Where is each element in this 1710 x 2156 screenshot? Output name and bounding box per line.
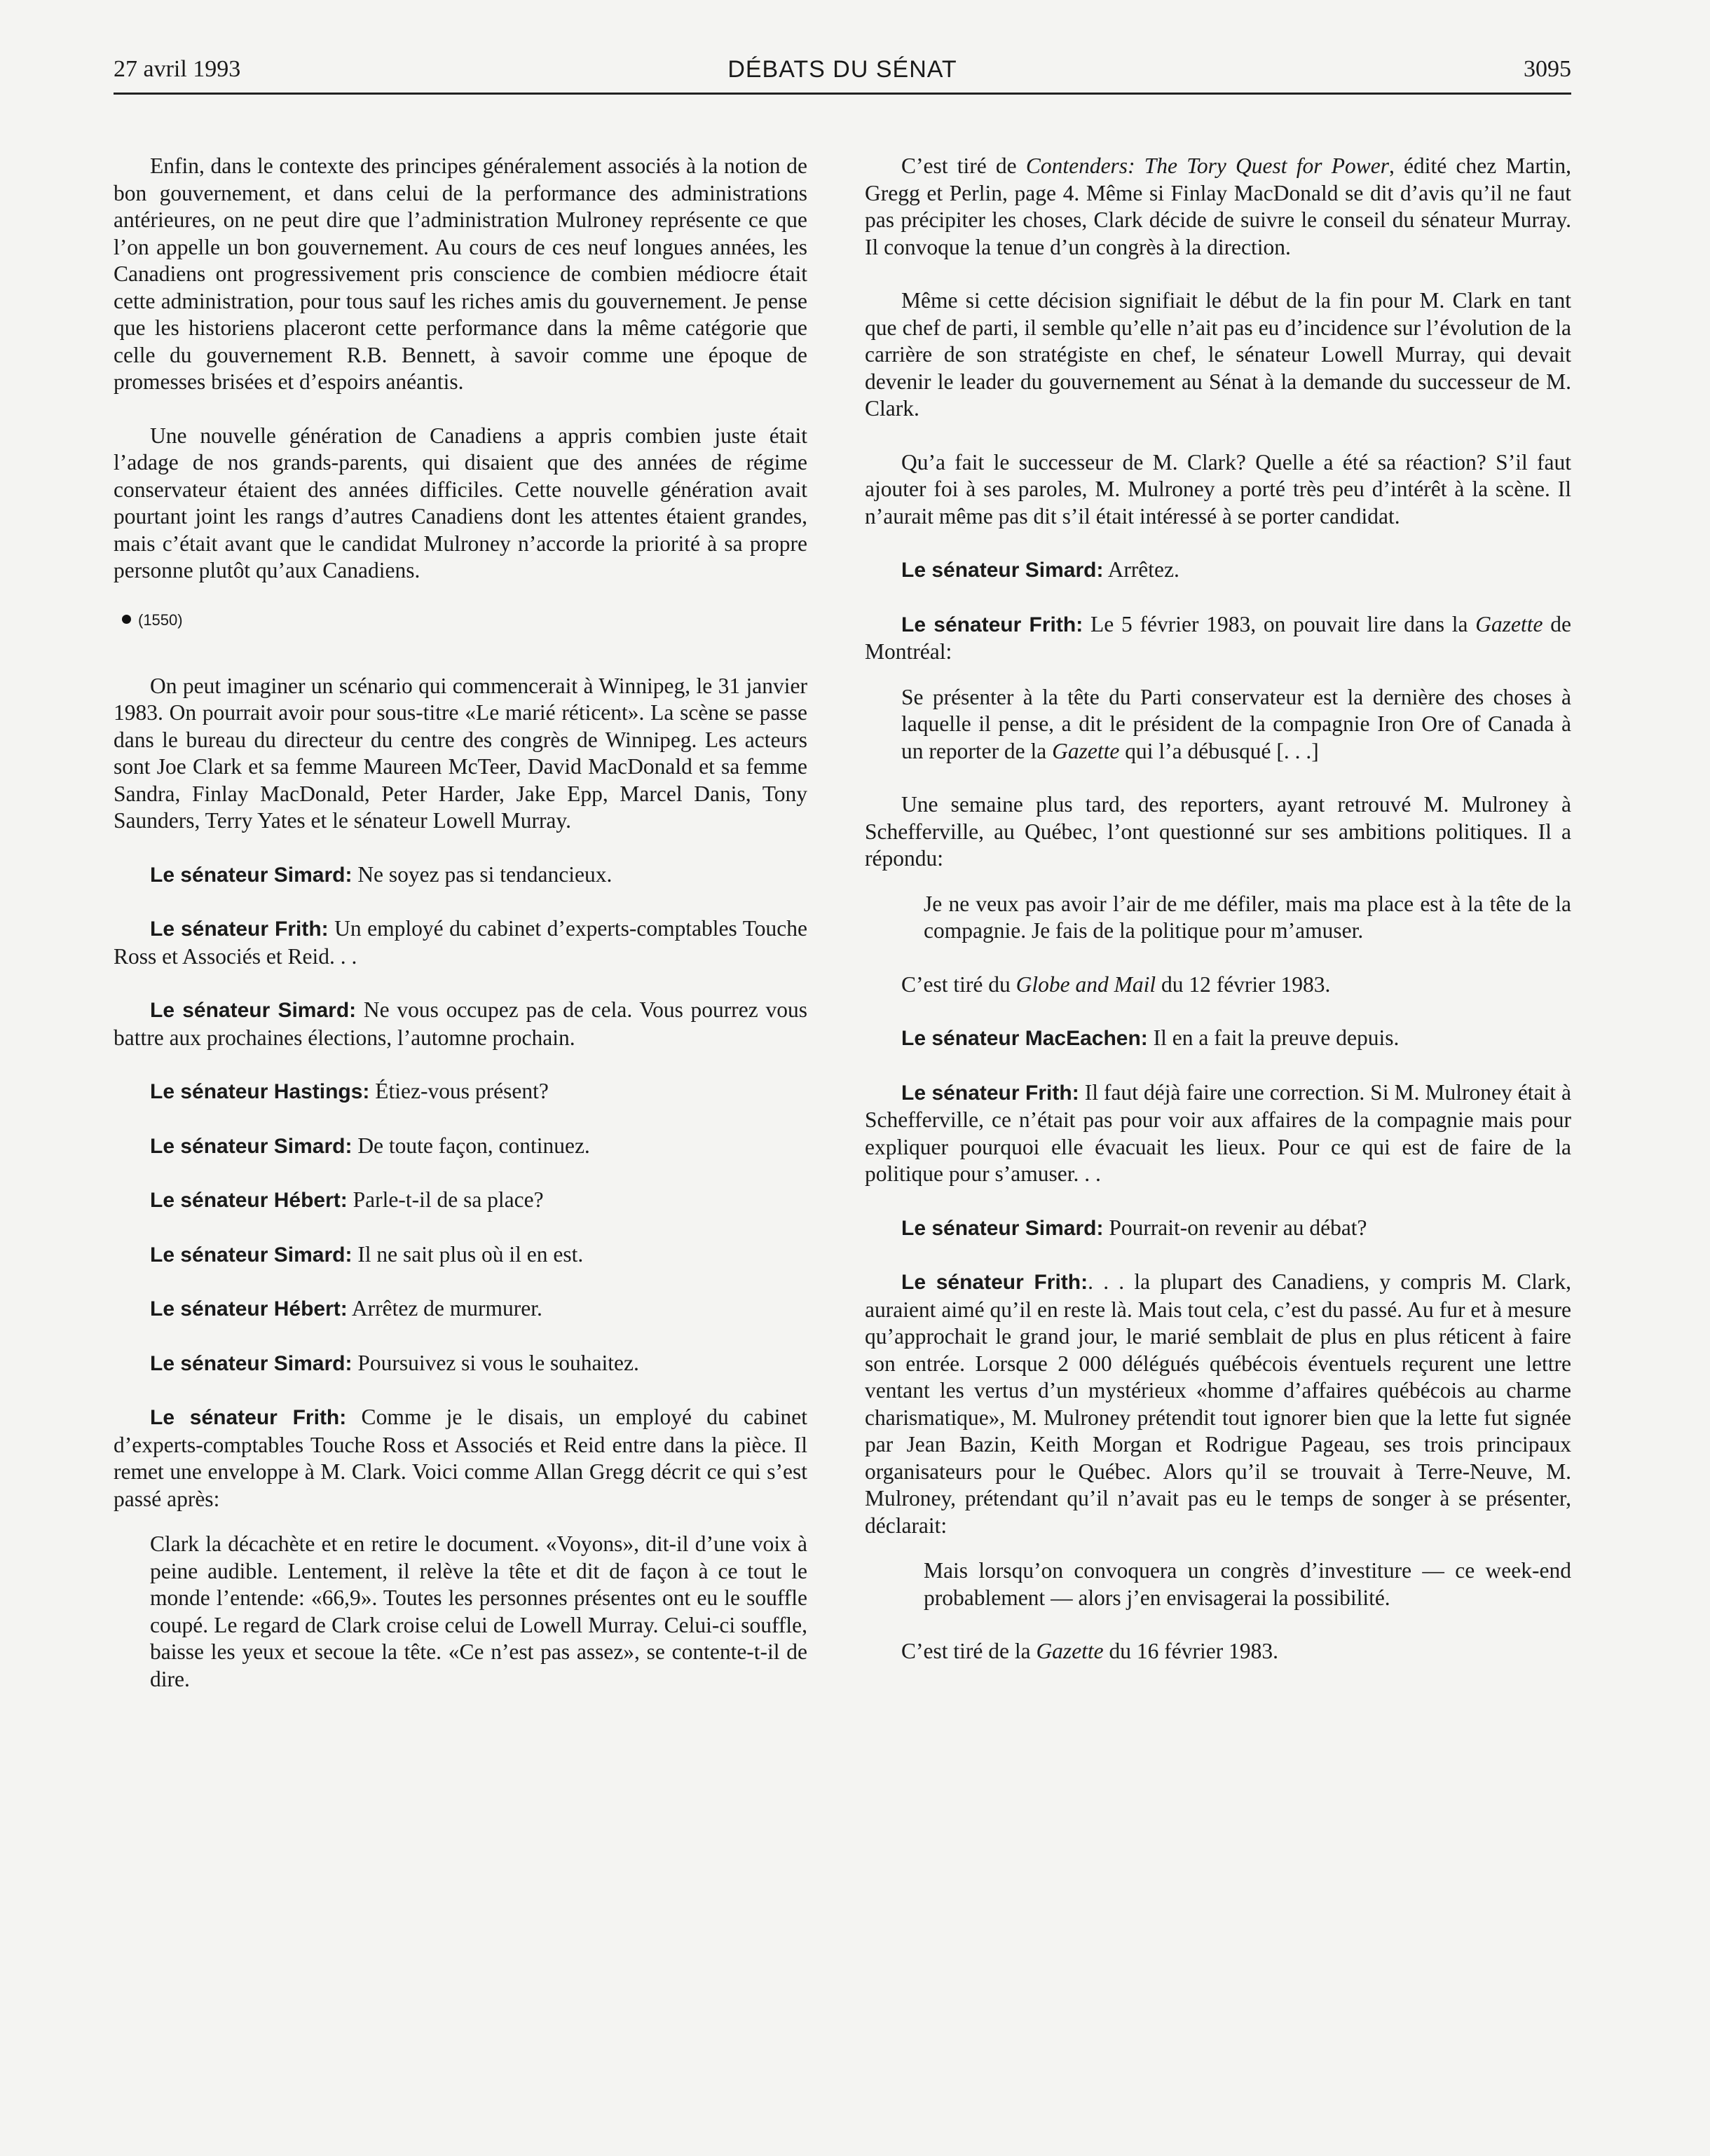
- right-column: [865, 153, 1571, 1692]
- speech: [114, 1295, 807, 1323]
- block-quote: [901, 684, 1571, 765]
- quote-text: Se présenter à la tête du Parti conservateur est la dernière des choses à laquelle il pense, a dit le président de la compagnie Iron Ore of Canada à un reporter de la: [901, 684, 1571, 763]
- speech-text: Il faut déjà faire une correction. Si M. Mulroney était à Schefferville, ce n’était pas pour voir aux affaires de la compagnie mais pour expliquer pourquoi elle évacuait les lieux. Pour ce qui est de faire de la politique pour s’amuser. . .: [865, 1079, 1571, 1186]
- speech: [865, 1079, 1571, 1188]
- speaker-name: Le sénateur Frith:: [901, 1081, 1079, 1105]
- speaker-name: Le sénateur MacEachen:: [901, 1027, 1148, 1050]
- speech-text: Ne soyez pas si tendancieux.: [352, 861, 613, 887]
- paragraph: Même si cette décision signifiait le début de la fin pour M. Clark en tant que chef de parti, il semble qu’elle n’ait pas eu d’incidence sur l’évolution de la carrière de son stratégiste en chef, le sénateur Lowell Murray, qui devait devenir le leader du gouvernement au Sénat à la demande du successeur de M. Clark.: [865, 288, 1571, 421]
- speech: [114, 915, 807, 970]
- italic-title: Contenders: The Tory Quest for Power: [1025, 153, 1389, 178]
- speaker-name: Le sénateur Simard:: [150, 863, 353, 887]
- italic-title: Gazette: [1036, 1639, 1104, 1663]
- speech: [865, 1215, 1571, 1243]
- speech-text: Il en a fait la preuve depuis.: [1147, 1025, 1400, 1050]
- text-run: C’est tiré de la: [901, 1639, 1037, 1663]
- block-quote: Mais lorsqu’on convoquera un congrès d’investiture — ce week-end probablement — alors j’en envisagerai la possibilité.: [924, 1558, 1571, 1610]
- text-run: C’est tiré du: [901, 971, 1016, 997]
- speaker-name: Le sénateur Frith:: [150, 1406, 347, 1429]
- text-run: C’est tiré de: [901, 153, 1026, 178]
- speech: [865, 1269, 1571, 1539]
- paragraph: On peut imaginer un scénario qui commencerait à Winnipeg, le 31 janvier 1983. On pourrait avoir pour sous-titre «Le marié réticent». La scène se passe dans le bureau du directeur du centre des congrès de Winnipeg. Les acteurs sont Joe Clark et sa femme Maureen McTeer, David MacDonald et sa femme Sandra, Finlay MacDonald, Peter Harder, Jake Epp, Marcel Danis, Tony Saunders, Terry Yates et le sénateur Lowell Murray.: [114, 673, 807, 833]
- page-number: 3095: [1524, 56, 1571, 82]
- speaker-name: Le sénateur Simard:: [150, 1134, 353, 1158]
- text-run: , édité chez Martin, Gregg et Perlin, page 4. Même si Finlay MacDonald se dit d’avis qu’il ne faut pas précipiter les choses, Clark décide de suivre le conseil du sénateur Murray. Il convoque la tenue d’un congrès à la direction.: [865, 153, 1571, 259]
- page-header: [114, 56, 1571, 95]
- speech: [865, 557, 1571, 585]
- paragraph: Enfin, dans le contexte des principes généralement associés à la notion de bon gouvernement, et dans celui de la performance des administrations antérieures, on ne peut dire que l’administration Mulroney représente ce que l’on appelle un bon gouvernement. Au cours de ces neuf longues années, les Canadiens ont progressivement pris conscience de combien médiocre était cette administration, pour tous sauf les riches amis du gouvernement. Je pense que les historiens placeront cette performance dans la même catégorie que celle du gouvernement R.B. Bennett, à savoir comme une époque de promesses brisées et d’espoirs anéantis.: [114, 153, 807, 394]
- speech-text: Étiez-vous présent?: [369, 1079, 549, 1103]
- speech: [865, 1025, 1571, 1053]
- text-run: du 12 février 1983.: [1156, 971, 1331, 997]
- speaker-name: Le sénateur Simard:: [901, 1216, 1104, 1240]
- speech-text: Arrêtez de murmurer.: [347, 1296, 542, 1321]
- time-marker-label: (1550): [138, 610, 183, 629]
- speaker-name: Le sénateur Frith:: [901, 613, 1083, 636]
- paragraph: Une semaine plus tard, des reporters, ayant retrouvé M. Mulroney à Schefferville, au Québec, l’ont questionné sur ses ambitions politiques. Il a répondu:: [865, 792, 1571, 871]
- paragraph: [865, 1638, 1571, 1665]
- speech-text: de Montréal:: [865, 611, 1572, 664]
- speech-text: Comme je le disais, un employé du cabinet d’experts-comptables Touche Ross et Associés et Reid entre dans la pièce. Il remet une enveloppe à M. Clark. Voici comme Allan Gregg décrit ce qui s’est passé après:: [114, 1405, 807, 1511]
- paragraph: Une nouvelle génération de Canadiens a appris combien juste était l’adage de nos grands-parents, qui disaient que des années de régime conservateur étaient des années difficiles. Cette nouvelle génération avait pourtant joint les rangs d’autres Canadiens dont les attentes étaient grandes, mais c’était avant que le candidat Mulroney n’accorde la priorité à sa propre personne plutôt qu’aux Canadiens.: [114, 423, 807, 582]
- paragraph: Qu’a fait le successeur de M. Clark? Quelle a été sa réaction? S’il faut ajouter foi à ses paroles, M. Mulroney a porté très peu d’intérêt à la scène. Il n’aurait même pas dit s’il était intéressé à se porter candidat.: [865, 449, 1571, 528]
- header-date: 27 avril 1993: [114, 56, 241, 82]
- italic-title: Gazette: [1052, 738, 1120, 763]
- speech: [114, 1078, 807, 1106]
- speaker-name: Le sénateur Hastings:: [150, 1080, 370, 1103]
- speech: [114, 1187, 807, 1215]
- speaker-name: Le sénateur Hébert:: [150, 1189, 348, 1212]
- speech-text: Le 5 février 1983, on pouvait lire dans la: [1083, 611, 1476, 636]
- speaker-name: Le sénateur Frith:: [150, 917, 329, 941]
- speech-text: Poursuivez si vous le souhaitez.: [352, 1350, 639, 1375]
- speech-text: Pourrait-on revenir au débat?: [1103, 1215, 1367, 1240]
- speech: [865, 611, 1571, 666]
- speech-text: . . . la plupart des Canadiens, y compris M. Clark, auraient aimé qu’il en reste là. Mais tout cela, c’est du passé. Au fur et à mesure qu’approchait le grand jour, le marié semblait de plus en plus réticent à faire son entrée. Lorsque 2 000 délégués québécois éventuels reçurent une lettre ventant les vertus d’un mystérieux «homme d’affaires québécois au charme charismatique», M. Mulroney prétendit tout ignorer bien que la lette fut signée par Jean Bazin, Keith Morgan et Rodrigue Pageau, ses trois principaux organisateurs pour le Québec. Alors qu’il se trouvait à Terre-Neuve, M. Mulroney, prétendant qu’il n’avait pas eu le temps de songer à se présenter, déclarait:: [865, 1269, 1572, 1538]
- quote-text: qui l’a débusqué [. . .]: [1119, 738, 1319, 763]
- text-run: du 16 février 1983.: [1103, 1639, 1278, 1663]
- speech-text: Parle-t-il de sa place?: [347, 1187, 544, 1212]
- block-quote: Clark la décachète et en retire le document. «Voyons», dit-il d’une voix à peine audible. Lentement, il relève la tête et dit de façon à ce tout le monde l’entende: «66,9». Toutes les personnes présentes ont eu le souffle coupé. Le regard de Clark croise celui de Lowell Murray. Celui-ci souffle, baisse les yeux et secoue la tête. «Ce n’est pas assez», se contente-t-il de dire.: [150, 1531, 807, 1691]
- speech-text: Ne vous occupez pas de cela. Vous pourrez vous battre aux prochaines élections, l’automne prochain.: [114, 997, 807, 1050]
- block-quote: Je ne veux pas avoir l’air de me défiler, mais ma place est à la tête de la compagnie. Je fais de la politique pour m’amuser.: [924, 891, 1571, 943]
- speaker-name: Le sénateur Simard:: [901, 559, 1104, 582]
- speech: [114, 1350, 807, 1378]
- speaker-name: Le sénateur Simard:: [150, 1351, 353, 1375]
- speech-text: Il ne sait plus où il en est.: [352, 1241, 584, 1267]
- paragraph: [865, 153, 1571, 261]
- speech-text: De toute façon, continuez.: [352, 1133, 590, 1158]
- speech: [114, 997, 807, 1051]
- speech: [114, 1133, 807, 1161]
- left-column: [114, 153, 807, 1719]
- italic-title: Globe and Mail: [1015, 971, 1156, 997]
- speech-text: Un employé du cabinet d’experts-comptables Touche Ross et Associés et Reid. . .: [114, 916, 807, 969]
- bullet-icon: [122, 615, 131, 624]
- italic-title: Gazette: [1475, 611, 1543, 636]
- speech: [114, 1241, 807, 1269]
- header-title: DÉBATS DU SÉNAT: [727, 56, 957, 83]
- speaker-name: Le sénateur Simard:: [150, 999, 357, 1022]
- speaker-name: Le sénateur Frith:: [901, 1271, 1088, 1294]
- speaker-name: Le sénateur Simard:: [150, 1243, 353, 1267]
- speech: [114, 861, 807, 889]
- speech-text: Arrêtez.: [1103, 557, 1179, 582]
- paragraph: [865, 971, 1571, 999]
- speech: [114, 1404, 807, 1513]
- time-marker: [122, 611, 807, 629]
- speaker-name: Le sénateur Hébert:: [150, 1297, 348, 1321]
